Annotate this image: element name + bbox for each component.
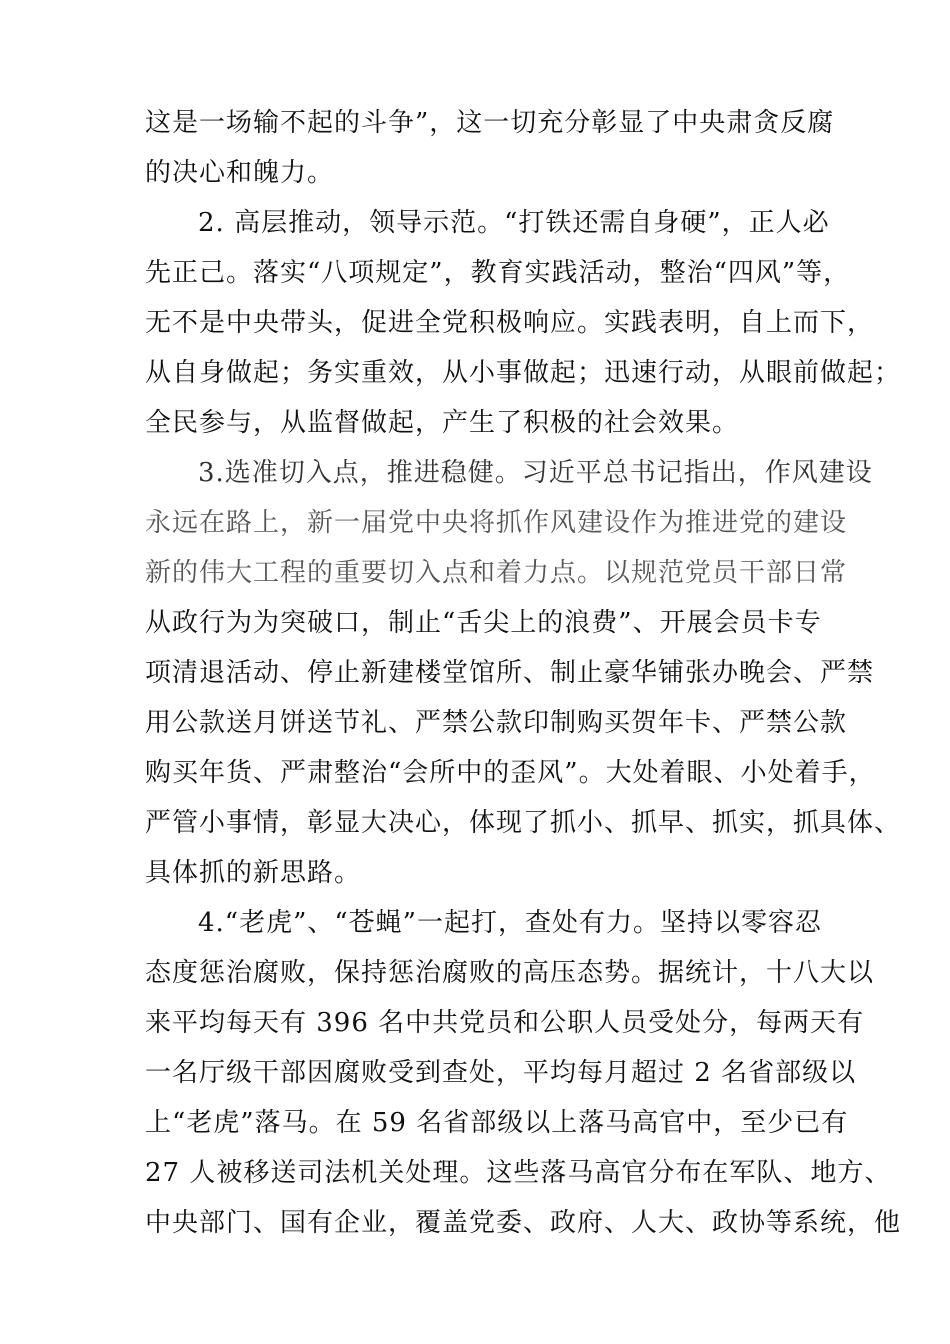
section-heading-line: 2. 高层推动，领导示范。“打铁还需自身硬”，正人必 [198, 208, 830, 238]
text-line: 新的伟大工程的重要切入点和着力点。以规范党员干部日常 [145, 558, 848, 588]
text-line: 的决心和魄力。 [145, 158, 335, 188]
text-line: 中央部门、国有企业，覆盖党委、政府、人大、政协等系统，他 [145, 1208, 902, 1238]
text-line: 来平均每天有 396 名中共党员和公职人员受处分，每两天有 [145, 1008, 865, 1038]
section-heading-line: 4.“老虎”、“苍蝇”一起打，查处有力。坚持以零容忍 [198, 908, 822, 938]
text-line: 具体抓的新思路。 [145, 858, 362, 888]
text-line: 态度惩治腐败，保持惩治腐败的高压态势。据统计，十八大以 [145, 958, 875, 988]
text-line: 无不是中央带头，促进全党积极响应。实践表明，自上而下， [145, 308, 875, 338]
text-line: 27 人被移送司法机关处理。这些落马高官分布在军队、地方、 [145, 1158, 892, 1188]
text-line: 一名厅级干部因腐败受到查处，平均每月超过 2 名省部级以 [145, 1058, 857, 1088]
text-line: 从自身做起；务实重效，从小事做起；迅速行动，从眼前做起； [145, 358, 902, 388]
text-line: 用公款送月饼送节礼、严禁公款印制购买贺年卡、严禁公款 [145, 708, 848, 738]
text-line: 先正己。落实“八项规定”，教育实践活动，整治“四风”等， [145, 258, 851, 288]
text-line: 项清退活动、停止新建楼堂馆所、制止豪华铺张办晚会、严禁 [145, 658, 875, 688]
text-line: 严管小事情，彰显大决心，体现了抓小、抓早、抓实，抓具体、 [145, 808, 902, 838]
text-line: 永远在路上，新一届党中央将抓作风建设作为推进党的建设 [145, 508, 848, 538]
text-line: 购买年货、严肃整治“会所中的歪风”。大处着眼、小处着手， [145, 758, 876, 788]
section-heading-line: 3.选准切入点，推进稳健。习近平总书记指出，作风建设 [198, 458, 873, 488]
text-line: 这是一场输不起的斗争”，这一切充分彰显了中央肃贪反腐 [145, 108, 835, 138]
text-line: 上“老虎”落马。在 59 名省部级以上落马高官中，至少已有 [145, 1108, 849, 1138]
text-line: 全民参与，从监督做起，产生了积极的社会效果。 [145, 408, 740, 438]
text-line: 从政行为为突破口，制止“舌尖上的浪费”、开展会员卡专 [145, 608, 822, 638]
